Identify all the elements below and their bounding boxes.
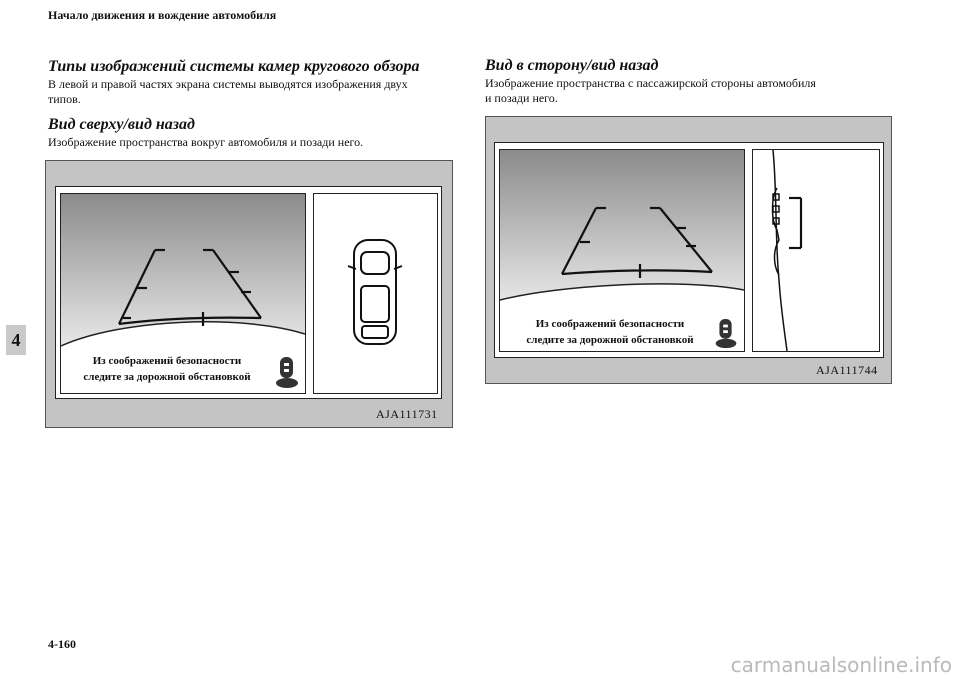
page-number: 4-160 — [48, 637, 76, 651]
warning-line: Из соображений безопасности — [92, 355, 242, 367]
car-top-view-icon — [314, 194, 437, 393]
text-line: типов. — [48, 92, 81, 106]
figure-code: AJA111731 — [376, 407, 438, 421]
text-line: В левой и правой частях экрана системы выводятся изображения двух — [48, 77, 408, 91]
warning-line: следите за дорожной обстановкой — [526, 334, 694, 346]
driver-eyes-icon — [275, 356, 299, 390]
safety-warning — [512, 316, 708, 348]
top-view-panel — [313, 193, 438, 394]
text-line: Изображение пространства с пассажирской стороны автомобиля — [485, 76, 816, 90]
running-header: Начало движения и вождение автомобиля — [48, 8, 277, 22]
watermark: carmanualsonline.info — [730, 653, 952, 677]
section-text-camera-types — [48, 77, 458, 107]
car-side-view-icon — [753, 150, 879, 351]
subsection-title-top-rear: Вид сверху/вид назад — [48, 116, 195, 133]
chapter-tab: 4 — [6, 325, 26, 355]
section-title-side-rear: Вид в сторону/вид назад — [485, 57, 659, 74]
figure-top-rear-view — [45, 160, 453, 428]
screen-display — [494, 142, 884, 358]
section-title-camera-types: Типы изображений системы камер кругового обзора — [48, 58, 420, 75]
warning-line: Из соображений безопасности — [535, 318, 685, 330]
warning-line: следите за дорожной обстановкой — [83, 371, 251, 383]
rear-camera-view — [499, 149, 745, 352]
figure-side-rear-view — [485, 116, 892, 384]
driver-eyes-icon — [714, 318, 738, 350]
rear-camera-view — [60, 193, 306, 394]
side-view-panel — [752, 149, 880, 352]
text-line: и позади него. — [485, 91, 558, 105]
screen-display — [55, 186, 442, 399]
figure-code: AJA111744 — [816, 363, 878, 377]
safety-warning — [69, 353, 265, 385]
section-text-side-rear — [485, 76, 915, 106]
subsection-text-top-rear: Изображение пространства вокруг автомобиля и позади него. — [48, 135, 364, 149]
